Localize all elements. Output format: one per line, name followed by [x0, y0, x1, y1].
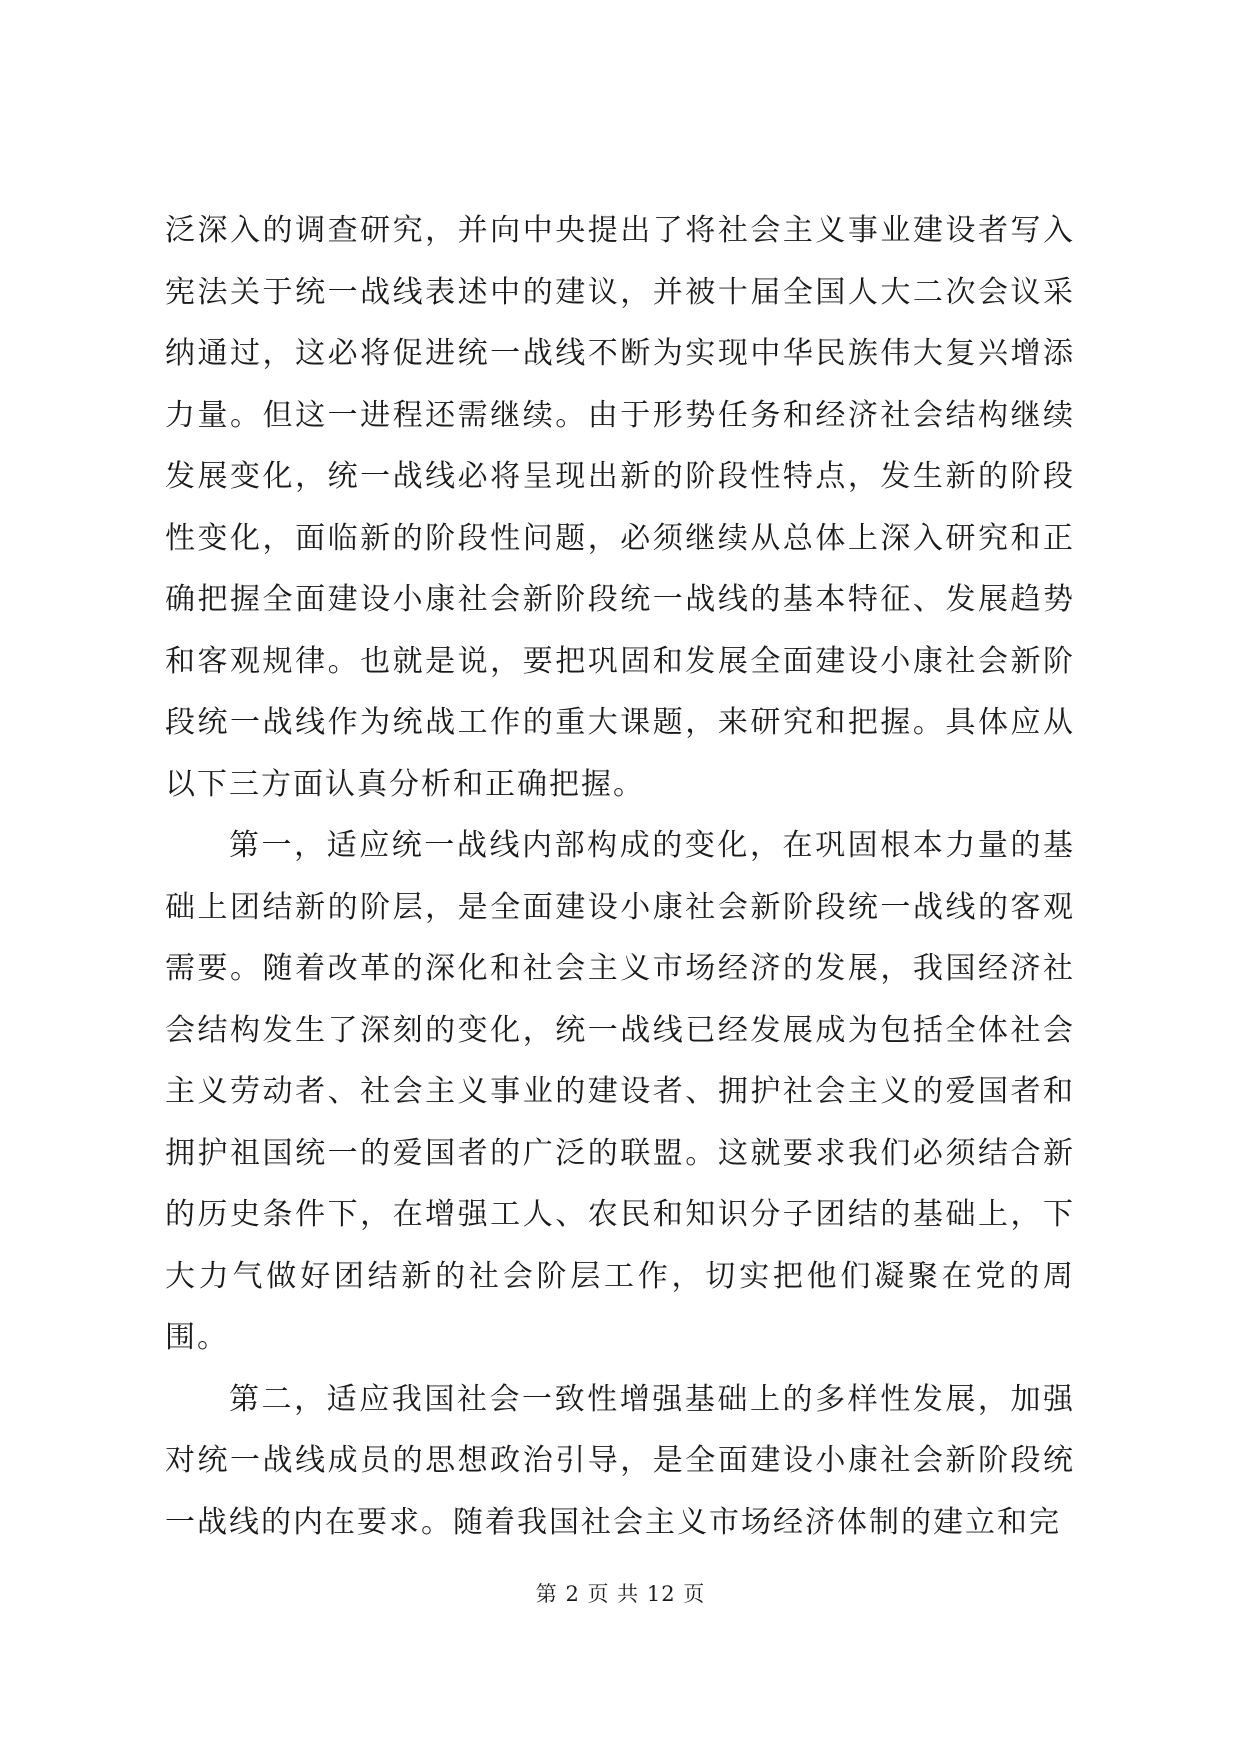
paragraph-1: 泛深入的调查研究，并向中央提出了将社会主义事业建设者写入宪法关于统一战线表述中的建议，并被十届全国人大二次会议采纳通过，这必将促进统一战线不断为实现中华民族伟大复兴增添力量。但这一进程还需继续。由于形势任务和经济社会结构继续发展变化，统一战线必将呈现出新的阶段性特点，发生新的阶段性变化，面临新的阶段性问题，必须继续从总体上深入研究和正确把握全面建设小康社会新阶段统一战线的基本特征、发展趋势和客观规律。也就是说，要把巩固和发展全面建设小康社会新阶段统一战线作为统战工作的重大课题，来研究和把握。具体应从以下三方面认真分析和正确把握。	[165, 213, 1075, 802]
page-number-footer: 第 2 页 共 12 页	[535, 1582, 706, 1606]
paragraph-3: 第二，适应我国社会一致性增强基础上的多样性发展，加强对统一战线成员的思想政治引导，是全面建设小康社会新阶段统一战线的内在要求。随着我国社会主义市场经济体制的建立和完	[165, 1381, 1075, 1540]
paragraph-2: 第一，适应统一战线内部构成的变化，在巩固根本力量的基础上团结新的阶层，是全面建设小康社会新阶段统一战线的客观需要。随着改革的深化和社会主义市场经济的发展，我国经济社会结构发生了深刻的变化，统一战线已经发展成为包括全体社会主义劳动者、社会主义事业的建设者、拥护社会主义的爱国者和拥护祖国统一的爱国者的广泛的联盟。这就要求我们必须结合新的历史条件下，在增强工人、农民和知识分子团结的基础上，下大力气做好团结新的社会阶层工作，切实把他们凝聚在党的周围。	[165, 828, 1075, 1355]
document-body	[165, 200, 1075, 1553]
